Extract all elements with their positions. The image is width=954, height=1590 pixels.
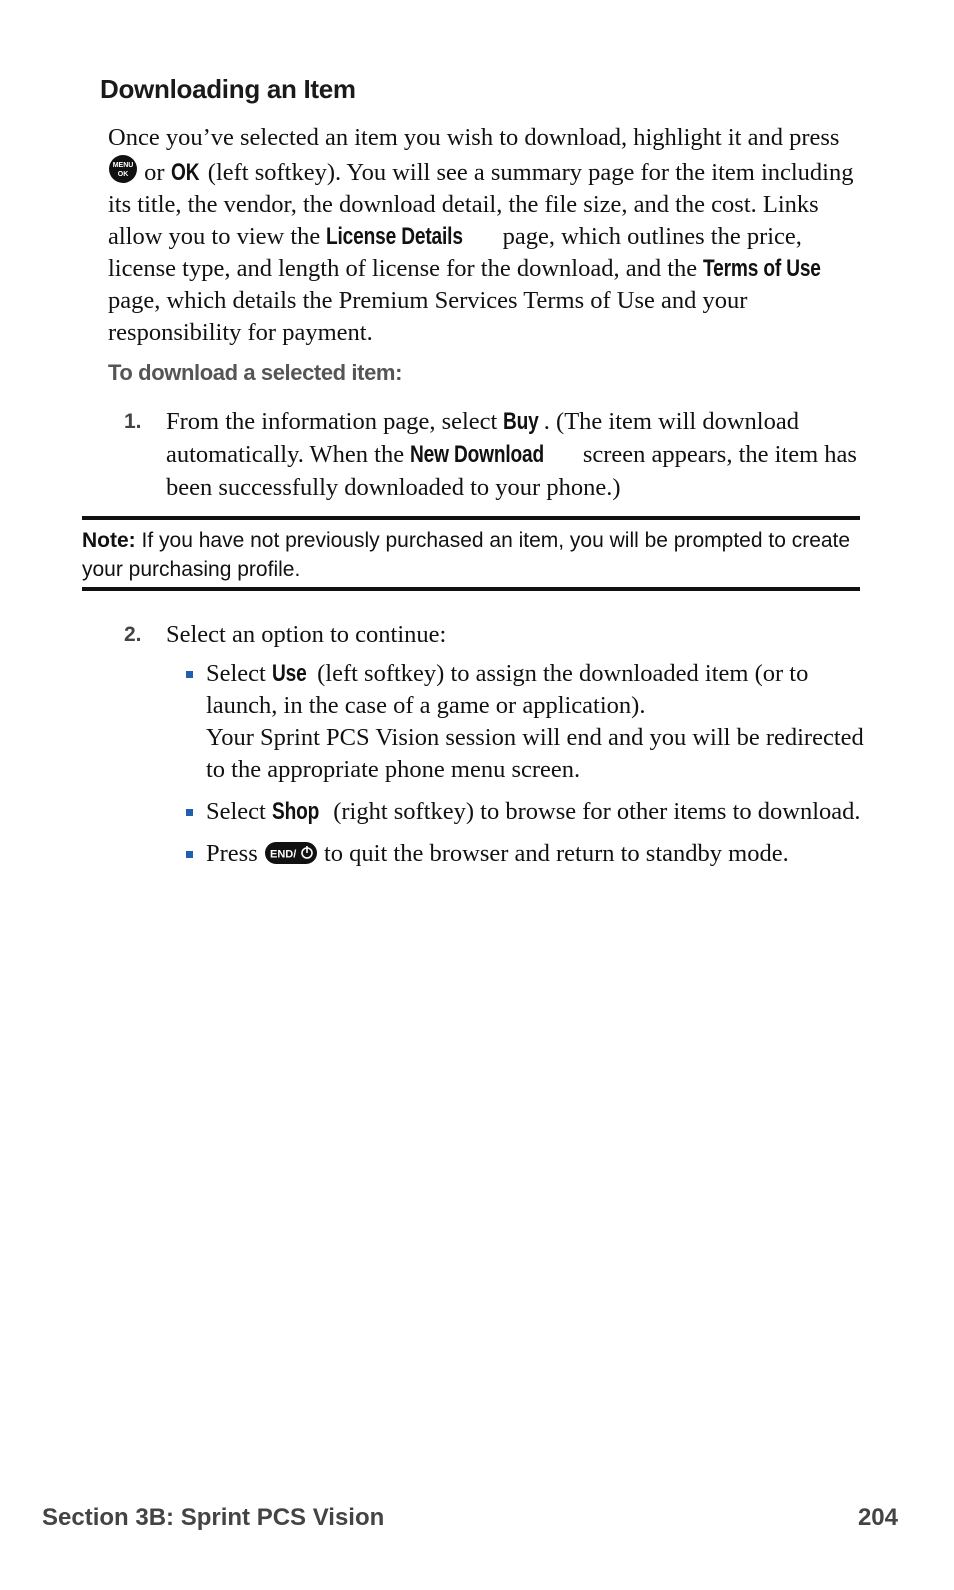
note-box [82,516,860,591]
step-number: 1. [124,410,142,433]
intro-text-4: page, which outlines the price, license type, and length of license for the download, and the [108,223,802,282]
bullet-icon [186,809,193,816]
terms-of-use-link: Terms of Use [703,255,822,282]
svg-text:OK: OK [117,171,129,178]
list-item [186,838,876,870]
svg-text:MENU: MENU [112,162,134,169]
shop-label: Shop [272,798,320,825]
item-text: (left softkey) to assign the downloaded item (or to launch, in the case of a game or application). [206,660,809,719]
intro-text-3: (left softkey). You will see a summary page for the item including its title, the vendor, the download detail, the file size, and the cost. Links allow you to view the [108,159,854,250]
bullet-icon [186,671,193,678]
step-body [166,405,868,504]
footer-section-title: Section 3B: Sprint PCS Vision [42,1504,385,1531]
end-power-key-icon [264,841,318,865]
note-label: Note: [82,529,136,552]
item-text: Your Sprint PCS Vision session will end and you will be redirected to the appropriate phone menu screen. [206,724,864,783]
intro-text-1: Once you’ve selected an item you wish to download, highlight it and press [108,124,840,151]
page-number: 204 [857,1504,898,1531]
item-text: to quit the browser and return to standby mode. [323,840,789,867]
note-body: If you have not previously purchased an item, you will be prompted to create your purchasing profile. [82,529,851,581]
list-item [186,796,876,828]
intro-text-5: page, which details the Premium Services Terms of Use and your responsibility for payment. [108,287,748,346]
bullet-icon [186,851,193,858]
new-download-label: New Download [410,441,545,468]
list-item [186,658,876,786]
ok-softkey-label: OK [170,159,200,186]
step-text: From the information page, select [166,408,498,435]
step-2 [108,618,868,651]
step-body: Select an option to continue: [166,621,447,648]
use-label: Use [272,660,307,687]
step-text: . (The item will download automatically. When the [166,408,799,468]
menu-ok-key-icon [108,154,138,184]
procedure-subheading: To download a selected item: [108,360,402,385]
item-text: Select [206,660,266,687]
option-list [186,658,876,880]
svg-text:END/: END/ [269,848,297,861]
item-text: (right softkey) to browse for other items to download. [333,798,861,825]
step-1 [108,405,868,504]
license-details-link: License Details [326,223,464,250]
intro-paragraph [108,122,868,349]
note-text [82,526,862,584]
item-text: Select [206,798,266,825]
step-number: 2. [124,623,142,646]
item-text: Press [206,840,258,867]
step-text: screen appears, the item has been successfully downloaded to your phone.) [166,441,857,501]
intro-text-2: or [144,159,165,186]
section-heading: Downloading an Item [100,74,356,104]
buy-label: Buy [503,408,540,435]
